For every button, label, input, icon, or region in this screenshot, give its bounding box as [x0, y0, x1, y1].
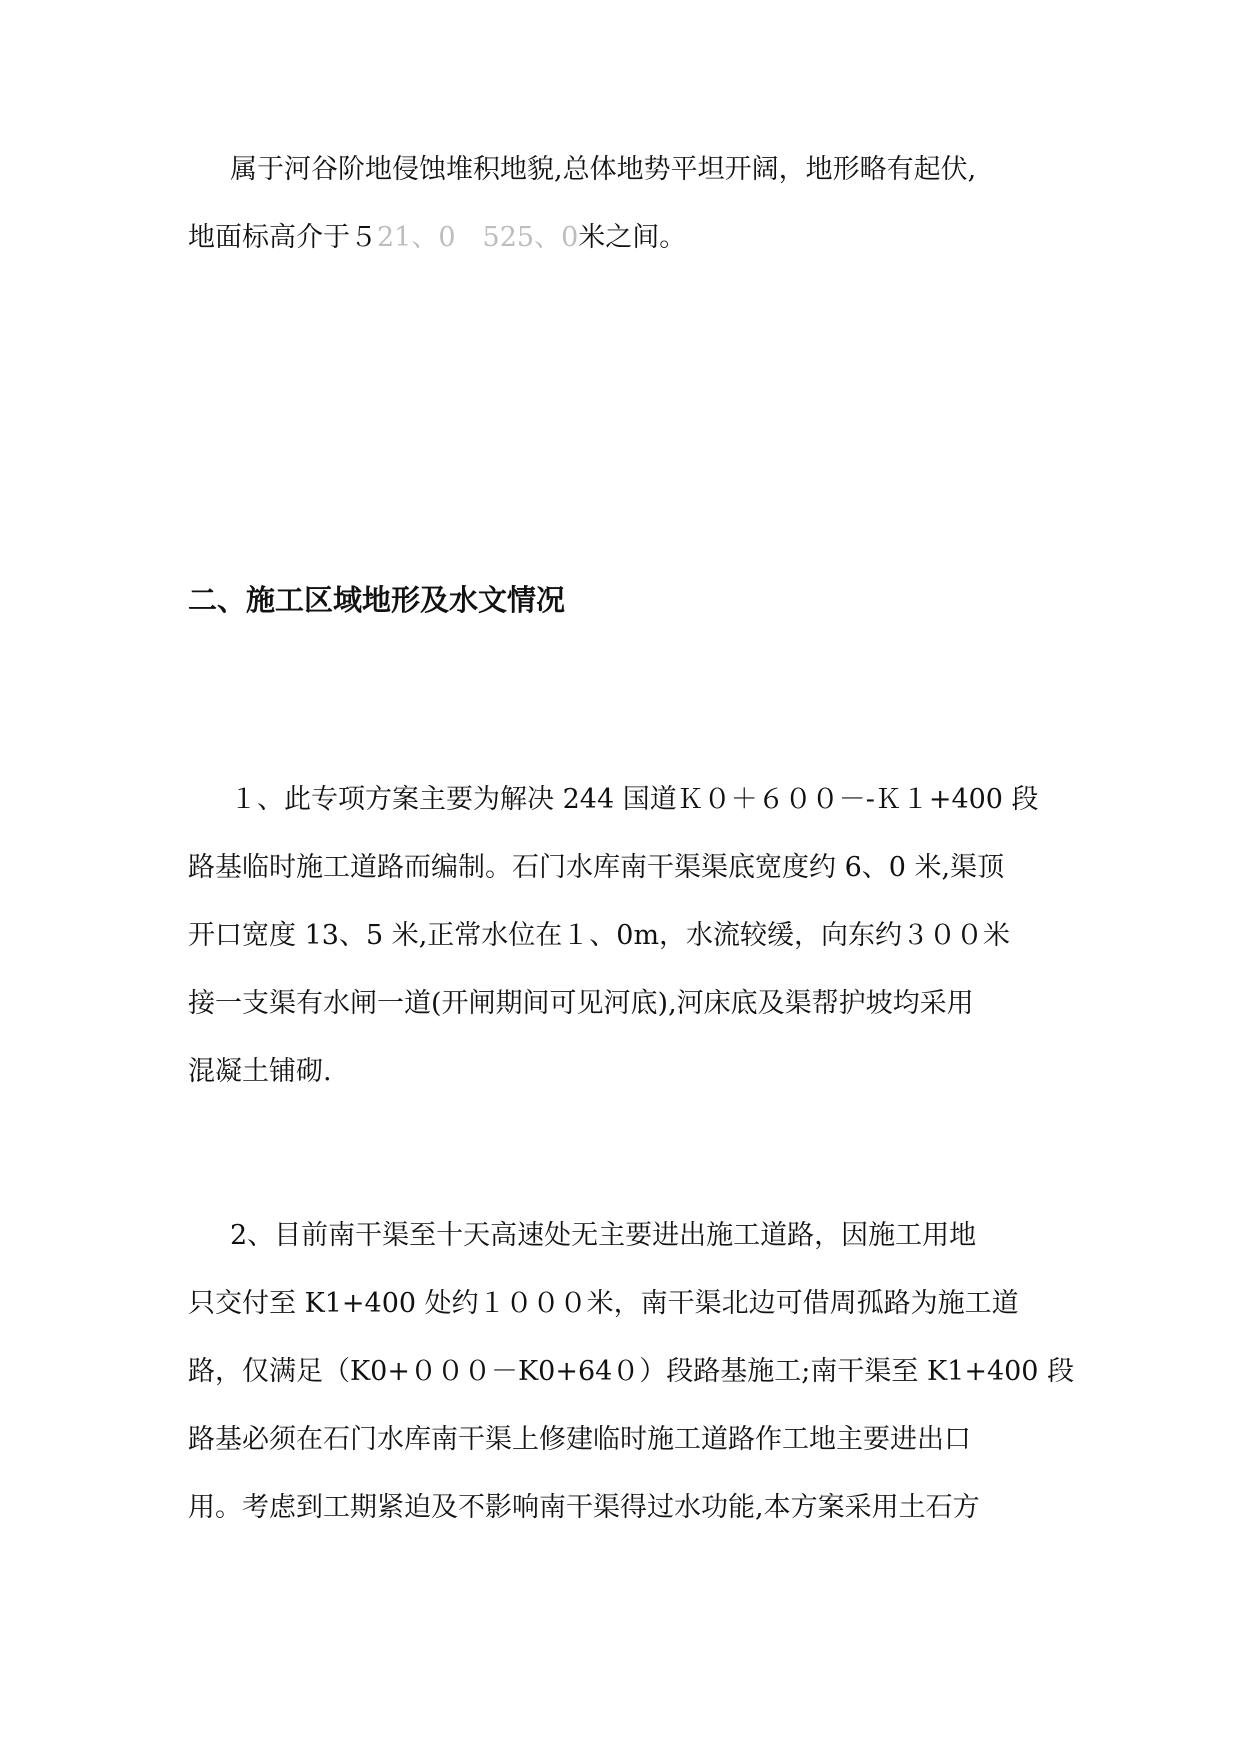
paragraph-2-line-5: 用。考虑到工期紧迫及不影响南干渠得过水功能,本方案采用土石方 — [188, 1492, 980, 1523]
paragraph-1-line-3: 开口宽度 13、5 米,正常水位在１、0m，水流较缓，向东约３００米 — [188, 920, 1011, 951]
paragraph-1 — [188, 766, 1056, 1106]
paragraph-1-line-2: 路基临时施工道路而编制。石门水库南干渠渠底宽度约 6、0 米,渠顶 — [188, 852, 1005, 883]
paragraph-1-line-1: １、此专项方案主要为解决 244 国道Ｋ０＋６００－-Ｋ１+400 段 — [230, 784, 1039, 815]
paragraph-2-line-4: 路基必须在石门水库南干渠上修建临时施工道路作工地主要进出口 — [188, 1424, 971, 1455]
intro-line-1: 属于河谷阶地侵蚀堆积地貌,总体地势平坦开阔，地形略有起伏, — [230, 154, 977, 185]
paragraph-2 — [188, 1202, 1075, 1542]
intro-line-2a: 地面标高介于５ — [188, 222, 377, 253]
paragraph-1-line-4: 接一支渠有水闸一道(开闸期间可见河底),河床底及渠帮护坡均采用 — [188, 988, 974, 1019]
section-heading: 二、施工区域地形及水文情况 — [188, 583, 566, 617]
intro-line-2b-faint: 21、0 525、0 — [377, 222, 579, 253]
paragraph-1-line-5: 混凝土铺砌. — [188, 1056, 332, 1087]
paragraph-2-line-1: 2、目前南干渠至十天高速处无主要进出施工道路，因施工用地 — [230, 1220, 977, 1251]
paragraph-2-line-3: 路，仅满足（K0+０００－K0+64０）段路基施工;南干渠至 K1+400 段 — [188, 1356, 1075, 1387]
intro-line-2c: 米之间。 — [578, 222, 687, 253]
intro-paragraph — [188, 136, 1056, 272]
paragraph-2-line-2: 只交付至 K1+400 处约１０００米，南干渠北边可借周孤路为施工道 — [188, 1288, 1019, 1319]
